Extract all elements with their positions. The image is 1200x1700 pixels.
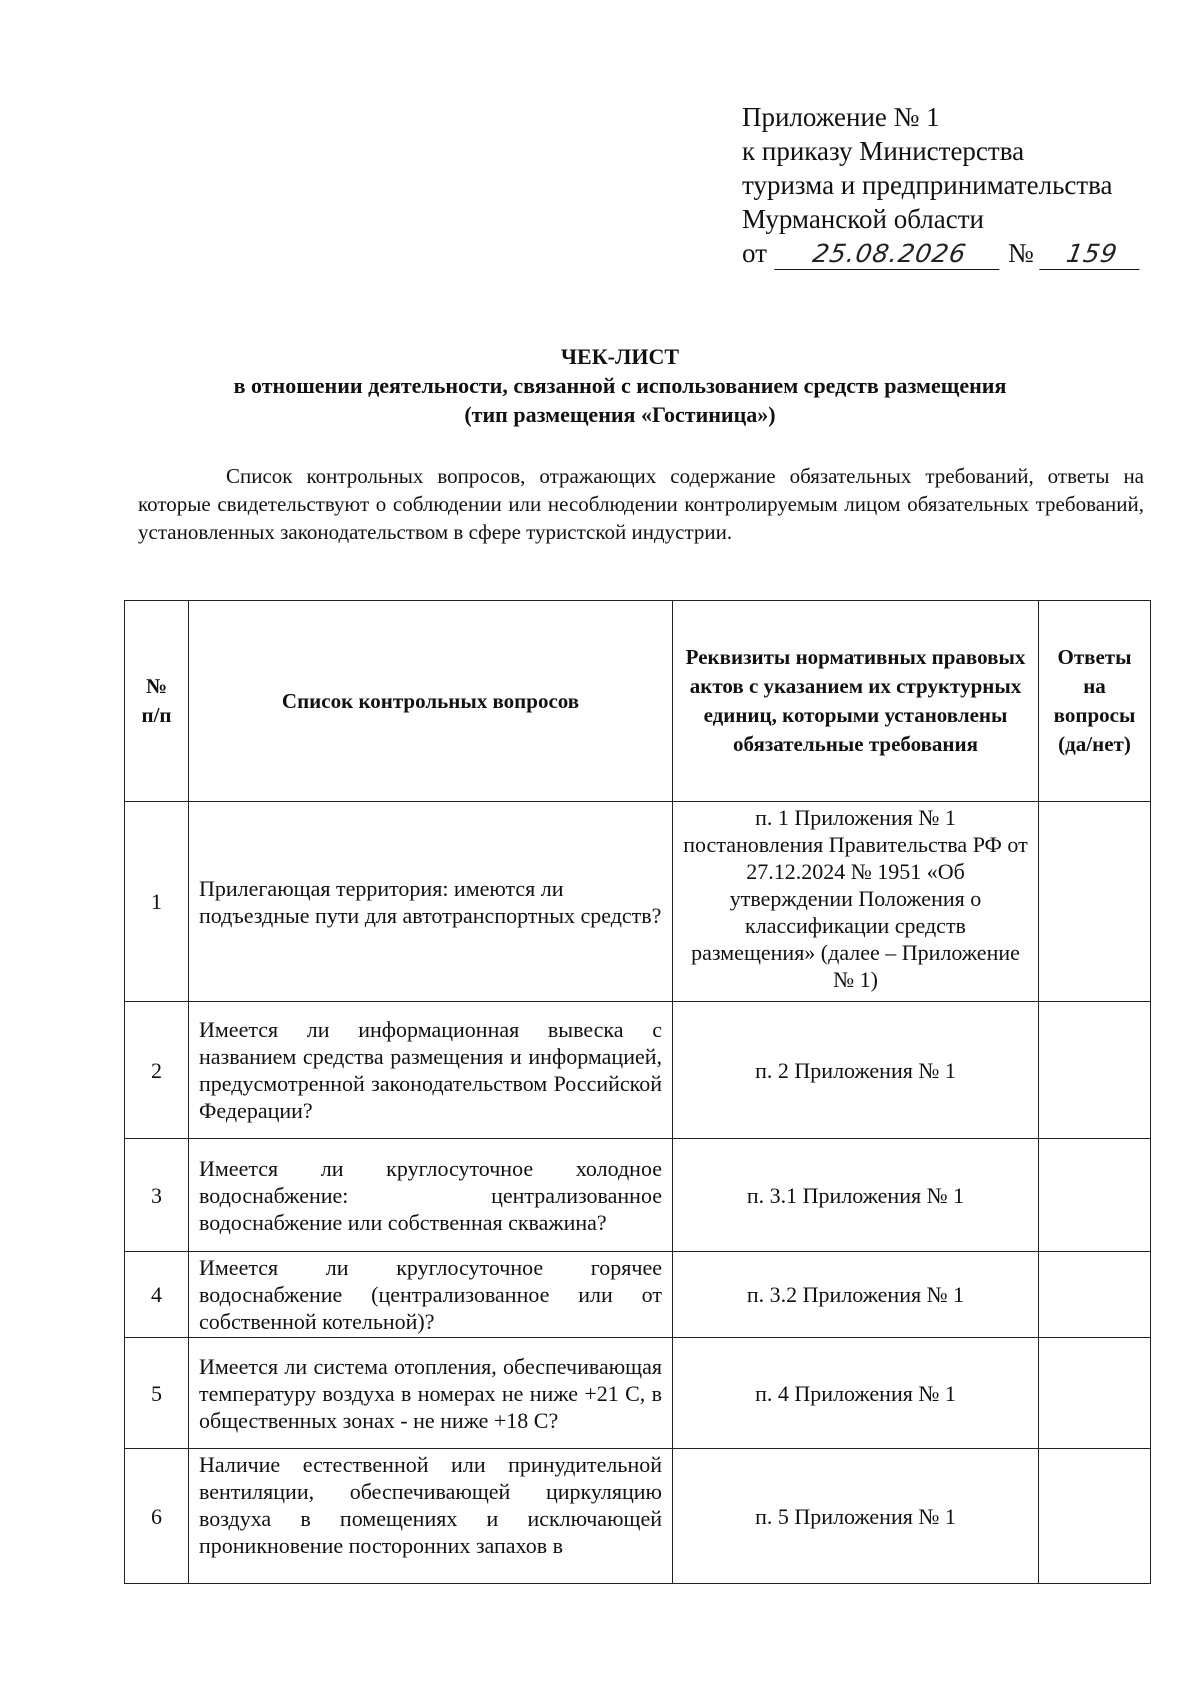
order-date-number-line — [742, 236, 1162, 270]
row-question: Имеется ли круглосуточное холодное водоснабжение: централизованное водоснабжение или собственная скважина? — [189, 1139, 673, 1252]
table-row — [125, 1338, 1151, 1449]
appendix-line-3: туризма и предпринимательства — [742, 170, 1113, 200]
row-number: 6 — [125, 1449, 189, 1584]
intro-paragraph: Список контрольных вопросов, отражающих содержание обязательных требований, ответы на которые свидетельствуют о соблюдении или несоблюдении контролируемым лицом обязательных требований, установленных законодательством в сфере туристской индустрии. — [138, 464, 1144, 544]
title-line-3: (тип размещения «Гостиница») — [464, 402, 776, 427]
handwritten-date: 25.08.2026 — [774, 239, 1004, 270]
appendix-block — [742, 100, 1162, 270]
row-question: Имеется ли система отопления, обеспечивающая температуру воздуха в номерах не ниже +21 С, в общественных зонах - не ниже +18 С? — [189, 1338, 673, 1449]
row-reference: п. 5 Приложения № 1 — [673, 1449, 1039, 1584]
title-line-2: в отношении деятельности, связанной с использованием средств размещения — [233, 373, 1007, 398]
row-reference: п. 1 Приложения № 1 постановления Правительства РФ от 27.12.2024 № 1951 «Об утверждении Положения о классификации средств размещения» (далее – Приложение № 1) — [673, 802, 1039, 1002]
table-header-row — [125, 601, 1151, 802]
row-reference: п. 3.1 Приложения № 1 — [673, 1139, 1039, 1252]
appendix-line-1: Приложение № 1 — [742, 102, 940, 132]
date-prefix: от — [742, 238, 767, 268]
row-answer — [1039, 1449, 1151, 1584]
row-question-cell — [189, 1449, 673, 1584]
appendix-line-2: к приказу Министерства — [742, 136, 1025, 166]
row-question: Имеется ли информационная вывеска с названием средства размещения и информацией, предусмотренной законодательством Российской Федерации? — [189, 1002, 673, 1139]
table-row — [125, 1449, 1151, 1584]
checklist-table — [124, 600, 1151, 1584]
handwritten-number: 159 — [1039, 239, 1144, 270]
row-reference: п. 4 Приложения № 1 — [673, 1338, 1039, 1449]
table-row — [125, 1002, 1151, 1139]
header-questions: Список контрольных вопросов — [189, 601, 673, 802]
row-number: 5 — [125, 1338, 189, 1449]
row-number: 2 — [125, 1002, 189, 1139]
header-num: № п/п — [125, 601, 189, 802]
table-row — [125, 1252, 1151, 1338]
title-line-1: ЧЕК-ЛИСТ — [560, 344, 680, 369]
appendix-line-4: Мурманской области — [742, 204, 984, 234]
row-answer — [1039, 1139, 1151, 1252]
header-answers: Ответы на вопросы (да/нет) — [1039, 601, 1151, 802]
row-question: Наличие естественной или принудительной вентиляции, обеспечивающей циркуляцию воздуха в помещениях и исключающей проникновение посторонних запахов в — [199, 1452, 662, 1558]
row-reference: п. 3.2 Приложения № 1 — [673, 1252, 1039, 1338]
row-question: Имеется ли круглосуточное горячее водоснабжение (централизованное или от собственной котельной)? — [189, 1252, 673, 1338]
row-answer — [1039, 1252, 1151, 1338]
number-prefix: № — [1007, 238, 1034, 268]
row-answer — [1039, 1338, 1151, 1449]
row-number: 3 — [125, 1139, 189, 1252]
row-answer — [1039, 802, 1151, 1002]
row-number: 4 — [125, 1252, 189, 1338]
table-row — [125, 802, 1151, 1002]
row-number: 1 — [125, 802, 189, 1002]
document-title — [100, 342, 1140, 429]
row-reference: п. 2 Приложения № 1 — [673, 1002, 1039, 1139]
row-answer — [1039, 1002, 1151, 1139]
row-question: Прилегающая территория: имеются ли подъездные пути для автотранспортных средств? — [189, 802, 673, 1002]
table-row — [125, 1139, 1151, 1252]
header-requisites: Реквизиты нормативных правовых актов с указанием их структурных единиц, которыми установлены обязательные требования — [673, 601, 1039, 802]
